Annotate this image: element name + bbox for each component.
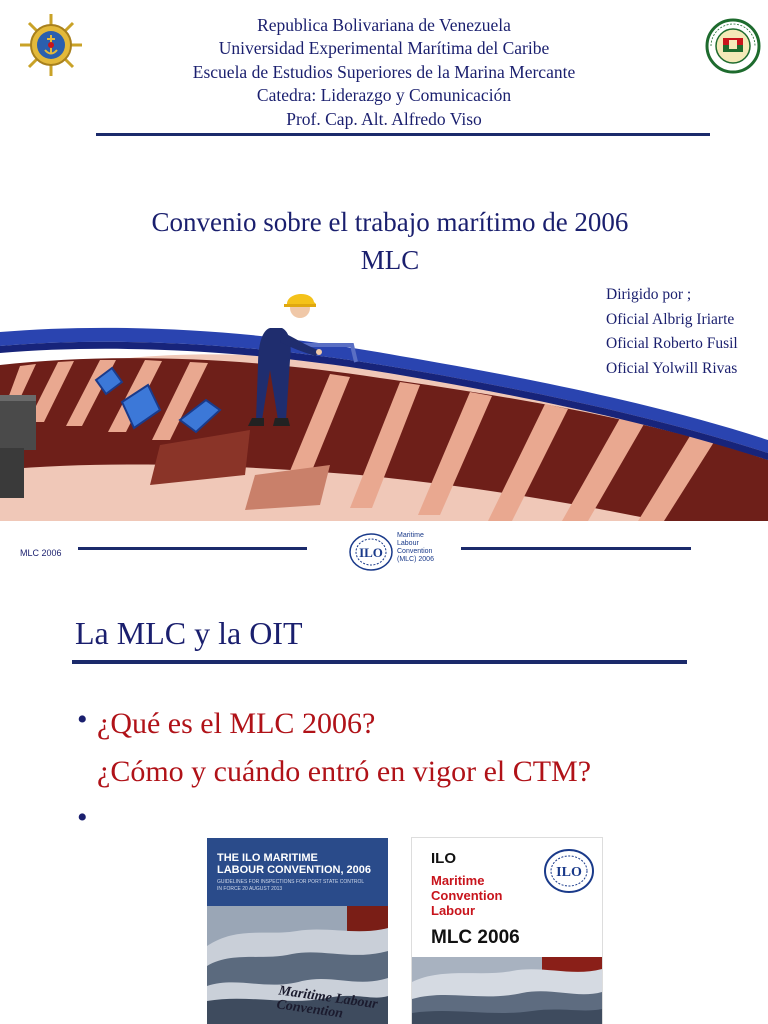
book2-red-line-1: Maritime (431, 873, 485, 888)
book2-ilo-label: ILO (431, 850, 456, 867)
title-underline (72, 660, 687, 664)
presenter-2: Oficial Roberto Fusil (606, 335, 738, 352)
ilo-logo-text (397, 532, 434, 564)
book1-title-line-2: LABOUR CONVENTION, 2006 (217, 864, 372, 876)
logo-line-3: Convention (397, 548, 433, 555)
bullet-1-marker: • (77, 703, 88, 736)
header-line-university: Universidad Experimental Marítima del Caribe (218, 38, 550, 59)
book1-watermark: Maritime Labour Convention (275, 983, 379, 1022)
book2-emblem-mark: ILO (556, 865, 582, 880)
top-rule-right (461, 547, 691, 550)
book2-wave-photo (412, 957, 602, 1024)
book2-mlc-label: MLC 2006 (431, 927, 520, 948)
book-cover-mlc2006 (411, 837, 603, 1024)
book2-red-line-3: Labour (431, 903, 476, 918)
header-line-course: Catedra: Liderazgo y Comunicación (256, 85, 512, 106)
book1-title-line-1: THE ILO MARITIME (217, 852, 318, 864)
credits-heading: Dirigido por ; (606, 286, 692, 303)
header-line-school: Escuela de Estudios Superiores de la Marina Mercante (192, 61, 576, 82)
title-line-1: Convenio sobre el trabajo marítimo de 2006 (151, 207, 629, 237)
presenter-3: Oficial Yolwill Rivas (606, 359, 738, 377)
presenters-list (606, 283, 738, 381)
bullet-1-line-1: ¿Qué es el MLC 2006? (97, 707, 376, 740)
slide-tag: MLC 2006 (20, 548, 62, 558)
content-slide (0, 521, 768, 1024)
book2-red-line-2: Convention (431, 888, 503, 903)
title-line-2: MLC (360, 245, 420, 275)
logo-line-1: Maritime (397, 532, 424, 539)
institution-header (120, 14, 648, 131)
book2-ilo-emblem-icon (543, 848, 595, 894)
bullet-2-marker: • (77, 801, 88, 834)
ship-wheel-emblem-icon (18, 12, 84, 78)
header-divider (96, 133, 710, 136)
top-rule-left (78, 547, 307, 550)
ilo-logo-icon (348, 532, 394, 572)
school-seal-icon (705, 18, 761, 74)
logo-line-2: Labour (397, 540, 419, 547)
header-line-country: Republica Bolivariana de Venezuela (257, 15, 511, 35)
book2-red-title (431, 873, 503, 918)
logo-line-4: (MLC) 2006 (397, 556, 434, 563)
bullet-1-line-2: ¿Cómo y cuándo entró en vigor el CTM? (97, 755, 592, 788)
book1-subtitle-line-2: IN FORCE 20 AUGUST 2013 (217, 886, 283, 892)
slide-title: La MLC y la OIT (75, 615, 303, 651)
header-line-professor: Prof. Cap. Alt. Alfredo Viso (286, 108, 482, 129)
presenter-1: Oficial Albrig Iriarte (606, 310, 735, 328)
presentation-title (60, 203, 720, 279)
book1-subtitle-line-1: GUIDELINES FOR INSPECTIONS FOR PORT STATE CONTROL (217, 879, 365, 885)
ilo-logo-mark: ILO (359, 545, 383, 560)
book-cover-guidelines (207, 838, 388, 1024)
